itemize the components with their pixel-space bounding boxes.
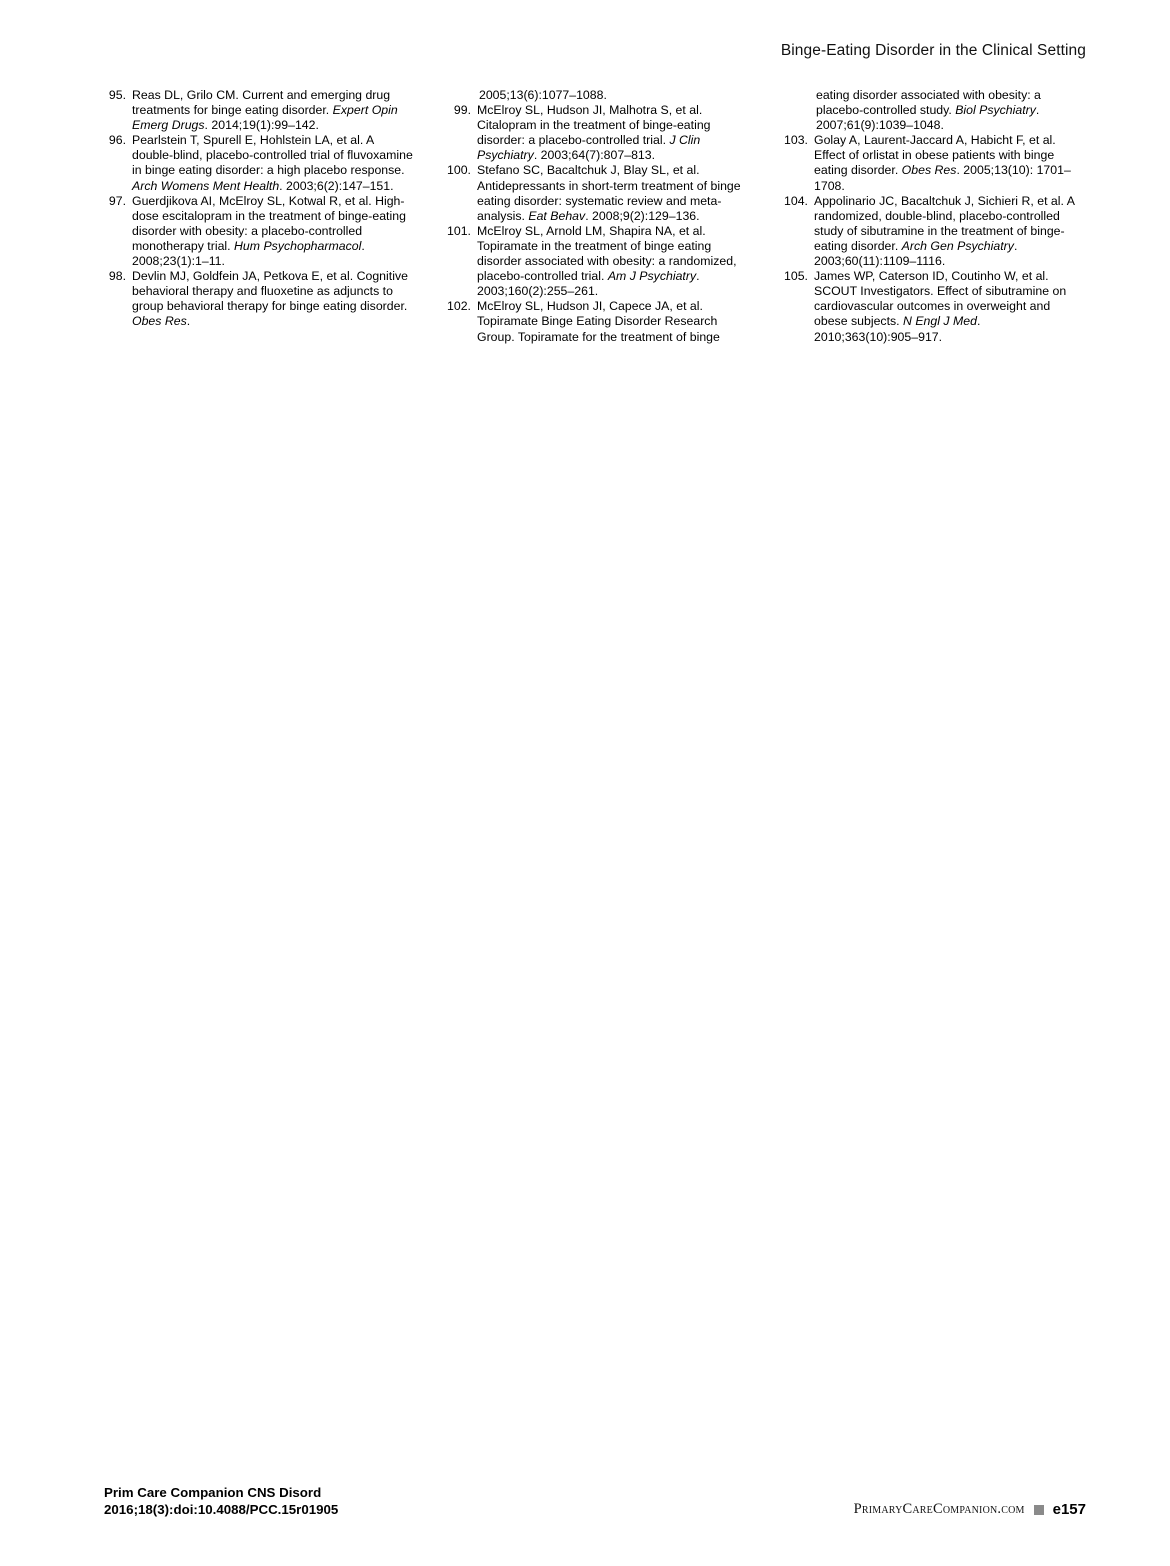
reference-text bbox=[132, 269, 413, 329]
reference-item bbox=[104, 194, 413, 269]
references-columns bbox=[104, 88, 1086, 345]
reference-text-part: . 2003;6(2):147–151. bbox=[279, 178, 394, 193]
reference-number: 105. bbox=[784, 269, 808, 284]
reference-number: 101. bbox=[447, 223, 471, 238]
reference-journal-name: Arch Gen Psychiatry bbox=[901, 238, 1014, 253]
reference-number: 100. bbox=[447, 163, 471, 178]
page-number: e157 bbox=[1052, 1501, 1086, 1518]
reference-number: 97. bbox=[108, 193, 126, 208]
reference-number: 102. bbox=[447, 299, 471, 314]
reference-item bbox=[104, 269, 413, 329]
reference-journal-name: Arch Womens Ment Health bbox=[132, 178, 280, 193]
reference-text bbox=[477, 299, 750, 344]
reference-text bbox=[477, 163, 750, 223]
reference-column-1 bbox=[104, 88, 413, 345]
reference-number: 104. bbox=[784, 193, 808, 208]
reference-text-part: . 2008;23(1):1–11. bbox=[132, 238, 365, 269]
reference-item bbox=[104, 88, 413, 133]
reference-column-2 bbox=[441, 88, 750, 345]
reference-item bbox=[441, 103, 750, 163]
reference-item bbox=[778, 133, 1087, 193]
reference-journal-name: Expert Opin Emerg Drugs bbox=[132, 103, 398, 133]
reference-text-part: . 2008;9(2):129–136. bbox=[585, 208, 700, 223]
reference-journal-name: Eat Behav bbox=[528, 208, 586, 223]
reference-text-part: . 2010;363(10):905–917. bbox=[814, 314, 981, 344]
reference-text-part: James WP, Caterson ID, Coutinho W, et al. SCOUT Investigators. Effect of sibutramine on cardiovascular outcomes in overweight and obese subjects. bbox=[814, 269, 1067, 329]
continuation-journal-102: Biol Psychiatry bbox=[955, 103, 1036, 118]
continuation-tail-102: . 2007;61(9):1039–1048. bbox=[816, 103, 1040, 133]
reference-text-part: McElroy SL, Hudson JI, Capece JA, et al. Topiramate Binge Eating Disorder Research Group. Topiramate for the treatment of binge bbox=[477, 299, 720, 344]
reference-journal-name: N Engl J Med bbox=[903, 314, 977, 329]
reference-text-part: McElroy SL, Hudson JI, Malhotra S, et al. Citalopram in the treatment of binge-eating disorder: a placebo-controlled trial. bbox=[477, 103, 711, 148]
reference-text bbox=[814, 269, 1087, 344]
reference-text-part: . 2003;60(11):1109–1116. bbox=[814, 238, 1018, 269]
reference-item bbox=[778, 194, 1087, 269]
reference-number: 103. bbox=[784, 133, 808, 148]
reference-text-part: McElroy SL, Arnold LM, Shapira NA, et al. Topiramate in the treatment of binge eating disorder associated with obesity: a randomized, placebo-controlled trial. bbox=[477, 223, 737, 284]
reference-text bbox=[132, 133, 413, 193]
reference-text-part: Pearlstein T, Spurell E, Hohlstein LA, et al. A double-blind, placebo-controlled trial of fluvoxamine in binge eating disorder: a high placebo response. bbox=[132, 133, 413, 178]
reference-text-part: . 2003;160(2):255–261. bbox=[477, 269, 700, 299]
reference-text-part: Guerdjikova AI, McElroy SL, Kotwal R, et al. High-dose escitalopram in the treatment of binge-eating disorder with obesity: a placebo-controlled monotherapy trial. bbox=[132, 193, 406, 253]
square-bullet-icon bbox=[1034, 1505, 1044, 1515]
reference-text bbox=[814, 194, 1087, 269]
reference-number: 95. bbox=[108, 88, 126, 102]
reference-text bbox=[132, 88, 413, 133]
reference-item bbox=[441, 299, 750, 344]
reference-text bbox=[477, 103, 750, 163]
reference-text-part: Devlin MJ, Goldfein JA, Petkova E, et al. Cognitive behavioral therapy and fluoxetine as adjuncts to group behavioral therapy for binge eating disorder. bbox=[132, 269, 408, 314]
reference-text-part: . bbox=[186, 314, 191, 329]
reference-text-part: Reas DL, Grilo CM. Current and emerging drug treatments for binge eating disorder. bbox=[132, 88, 391, 118]
reference-journal-name: Am J Psychiatry bbox=[607, 269, 697, 284]
reference-journal-name: J Clin Psychiatry bbox=[477, 133, 701, 163]
reference-column-3 bbox=[778, 88, 1087, 345]
reference-item bbox=[441, 163, 750, 223]
footer-journal-line2: 2016;18(3):doi:10.4088/PCC.15r01905 bbox=[104, 1501, 339, 1517]
footer-journal-info bbox=[104, 1485, 338, 1518]
reference-item bbox=[778, 269, 1087, 344]
reference-journal-name: Hum Psychopharmacol bbox=[234, 238, 362, 253]
reference-text-part: Golay A, Laurent-Jaccard A, Habicht F, et al. Effect of orlistat in obese patients with binge eating disorder. bbox=[814, 133, 1056, 178]
reference-text bbox=[814, 133, 1087, 193]
reference-continuation-102 bbox=[778, 88, 1087, 133]
reference-continuation-98: 2005;13(6):1077–1088. bbox=[479, 88, 607, 102]
footer-brand-block bbox=[854, 1501, 1086, 1518]
reference-text-part: . 2005;13(10): 1701–1708. bbox=[814, 163, 1071, 193]
running-head: Binge-Eating Disorder in the Clinical Setting bbox=[780, 42, 1086, 59]
reference-text bbox=[132, 194, 413, 269]
reference-text-part: . 2003;64(7):807–813. bbox=[533, 148, 656, 163]
reference-number: 99. bbox=[453, 103, 471, 118]
reference-text-part: Appolinario JC, Bacaltchuk J, Sichieri R, et al. A randomized, double-blind, placebo-controlled study of sibutramine in the treatment of binge-eating disorder. bbox=[814, 193, 1075, 253]
reference-journal-name: Obes Res bbox=[901, 163, 957, 178]
reference-item bbox=[441, 224, 750, 299]
footer-journal-line1: Prim Care Companion CNS Disord bbox=[104, 1485, 322, 1500]
reference-number: 96. bbox=[108, 133, 126, 148]
reference-text bbox=[477, 224, 750, 299]
reference-number: 98. bbox=[108, 269, 126, 284]
reference-item bbox=[104, 133, 413, 193]
reference-journal-name: Obes Res bbox=[132, 314, 187, 329]
reference-text-part: Stefano SC, Bacaltchuk J, Blay SL, et al. Antidepressants in short-term treatment of binge eating disorder: systematic review and meta-analysis. bbox=[477, 163, 741, 223]
reference-text-part: . 2014;19(1):99–142. bbox=[204, 118, 319, 133]
footer-brand: PrimaryCareCompanion.com bbox=[853, 1501, 1025, 1517]
continuation-text-102: eating disorder associated with obesity: a placebo-controlled study. bbox=[816, 88, 1041, 118]
